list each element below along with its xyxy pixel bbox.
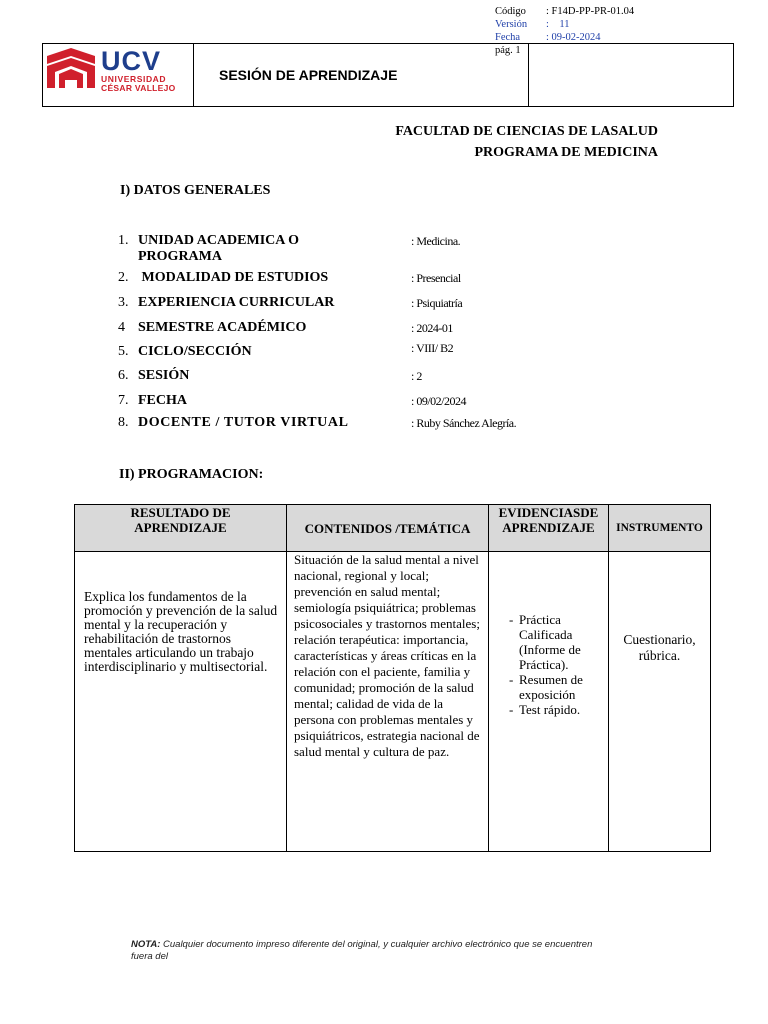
column-header-evidencias	[489, 505, 609, 552]
column-header-contenidos	[287, 505, 489, 552]
header-text: EVIDENCIASDE APRENDIZAJE	[498, 505, 599, 535]
document-title: SESIÓN DE APRENDIZAJE	[193, 44, 529, 106]
column-header-instrumento	[609, 505, 711, 552]
note-label: NOTA:	[131, 939, 161, 950]
programacion-table	[74, 504, 711, 852]
meta-value: : 11	[546, 19, 570, 30]
item-label: MODALIDAD DE ESTUDIOS	[138, 270, 329, 285]
item-label: FECHA	[138, 393, 187, 408]
evidencias-list	[489, 552, 608, 717]
university-logo	[43, 44, 194, 106]
item-label: CICLO/SECCIÓN	[138, 344, 252, 359]
cell-evidencias	[489, 552, 609, 852]
meta-version	[495, 18, 685, 31]
program-name: PROGRAMA DE MEDICINA	[474, 145, 658, 160]
meta-pagina	[495, 44, 685, 57]
item-label: DOCENTE / TUTOR VIRTUAL	[138, 415, 349, 430]
cell-text: Situación de la salud mental a nivel nacional, regional y local; prevención en salud mental; semiología psiquiátrica; problemas psicosociales y trastornos mentales; relación terapéutica: importancia, características y áreas críticas en la relación con el paciente, familia y comunidad; promoción de la salud mental; calidad de vida de la persona con problemas mentales y psiquiátricos, estrategia nacional de salud mental y cultura de paz.	[294, 552, 480, 759]
header-text: INSTRUMENTO	[616, 521, 703, 534]
item-number: 1.	[118, 233, 129, 248]
item-value: : VIII/ B2	[411, 341, 454, 355]
section-heading-programacion: II) PROGRAMACION:	[119, 467, 264, 482]
item-number: 2.	[118, 270, 129, 285]
cell-instrumento	[609, 552, 711, 852]
item-number: 6.	[118, 368, 129, 383]
document-meta	[495, 5, 685, 57]
faculty-name: FACULTAD DE CIENCIAS DE LASALUD	[395, 124, 658, 139]
item-number: 3.	[118, 295, 129, 310]
cell-contenidos	[287, 552, 489, 852]
item-number: 7.	[118, 393, 129, 408]
item-label: SEMESTRE ACADÉMICO	[138, 320, 307, 335]
meta-fecha	[495, 31, 685, 44]
footer-note	[131, 939, 611, 963]
logo-initials: UCV	[101, 46, 162, 76]
item-value: : Psiquiatría	[411, 296, 463, 310]
list-item: - Práctica Calificada (Informe de Práctica).	[509, 612, 602, 672]
meta-key: Versión	[495, 19, 528, 30]
item-label: SESIÓN	[138, 368, 190, 383]
header-text: RESULTADO DE APRENDIZAJE	[130, 505, 231, 535]
item-label: EXPERIENCIA CURRICULAR	[138, 295, 335, 310]
item-value: : Medicina.	[411, 234, 461, 248]
meta-codigo	[495, 5, 685, 18]
meta-key: pág. 1	[495, 45, 521, 56]
item-number: 5.	[118, 344, 129, 359]
item-number: 8.	[118, 415, 129, 430]
item-value: : Ruby Sánchez Alegría.	[411, 416, 517, 430]
header-text: CONTENIDOS /TEMÁTICA	[304, 520, 471, 536]
cell-text: Cuestionario, rúbrica.	[623, 632, 696, 663]
meta-key: Código	[495, 6, 526, 17]
table-row	[75, 552, 711, 852]
logo-line1: UNIVERSIDAD	[101, 74, 167, 84]
item-number: 4	[118, 320, 125, 335]
note-text: Cualquier documento impreso diferente del original, y cualquier archivo electrónico que se encuentren fuera del	[131, 939, 593, 962]
item-value: : 09/02/2024	[411, 394, 467, 408]
meta-value: : 09-02-2024	[546, 32, 601, 43]
cell-resultado	[75, 552, 287, 852]
item-value: : Presencial	[411, 271, 461, 285]
item-value: : 2	[411, 369, 422, 383]
table-header-row	[75, 505, 711, 552]
section-heading-datos-generales: I) DATOS GENERALES	[120, 183, 271, 198]
cell-text: Explica los fundamentos de la promoción y prevención de la salud mental y la recuperación y rehabilitación de trastornos mentales articulando un trabajo interdisciplinario y multisectorial.	[84, 589, 278, 674]
meta-value: : F14D-PP-PR-01.04	[546, 6, 635, 17]
item-label: UNIDAD ACADEMICA O PROGRAMA	[138, 233, 300, 264]
list-item: - Test rápido.	[509, 702, 602, 717]
list-item: - Resumen de exposición	[509, 672, 602, 702]
item-value: : 2024-01	[411, 321, 453, 335]
meta-key: Fecha	[495, 32, 521, 43]
column-header-resultado	[75, 505, 287, 552]
logo-line2: CÉSAR VALLEJO	[101, 83, 176, 93]
